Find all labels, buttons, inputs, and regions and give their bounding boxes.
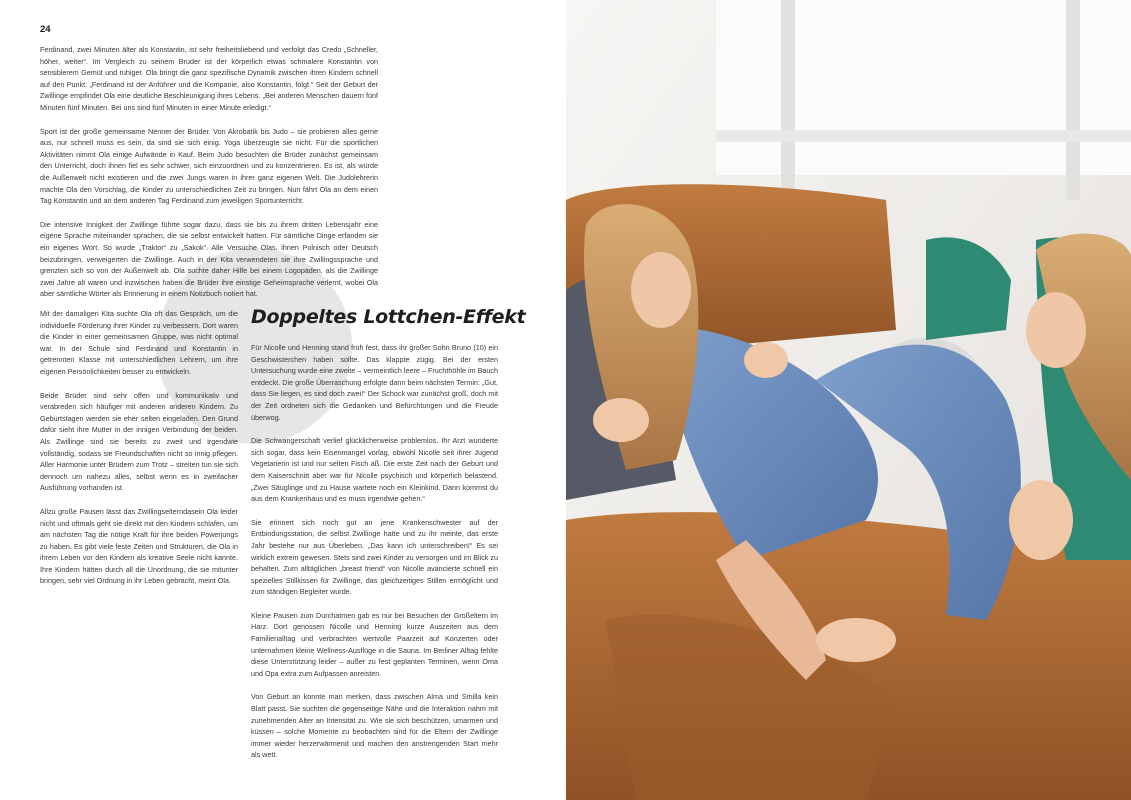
article-paragraph-4: Kleine Pausen zum Durchatmen gab es nur bei Besuchen der Großeltern im Harz. Dort genossen Nicolle und Henning kurze Auszeiten aus dem Familienalltag und verbrachten wertvolle Paarzeit auf Konzerten oder unternahmen kleine Wellness-Ausflüge in die Sauna. Im Berliner Alltag fehlte diese Unterstützung leider – außer zu fest geplanten Terminen, wenn Oma und Opa extra zum Aufpassen anreisten.: [251, 610, 498, 678]
left-girl-hand: [593, 398, 649, 442]
left-girl-face: [631, 252, 691, 328]
photo-twins-on-sofa: [566, 0, 1131, 800]
left-paragraph-3: Allzu große Pausen lässt das Zwillingselterndasein Ola leider nicht und oftmals geht sie direkt mit den Kindern schlafen, um am nächsten Tag die nötige Kraft für ihre beiden Powerjungs zu haben. Es gibt viele feste Zeiten und Strukturen, die Ola in ihrem Leben vor den Kindern als kreative Seele nicht kannte. Ihre Kindern hätten durch all die Unordnung, die sie mitunter bringen, sehr viel Ordnung in ihr Leben gebracht, meint Ola.: [40, 506, 238, 586]
left-column: [40, 308, 238, 599]
window-frame-right: [1066, 0, 1080, 200]
article-heading: Doppeltes Lottchen-Effekt: [251, 306, 526, 328]
photo-illustration: [566, 0, 1131, 800]
article-paragraph-5: Von Geburt an konnte man merken, dass zwischen Alma und Smilla kein Blatt passt. Sie suchten die gegenseitige Nähe und die Interaktion nahm mit zunehmenden Alter an Intensität zu. Wie sie sich beschützen, umarmen und küssen – solche Momente zu beobachten sind für die Eltern der Zwillinge immer wieder herzerwärmend und machen den anstrengenden Start mehr als wett.: [251, 692, 498, 760]
article-paragraph-3: Sie erinnert sich noch gut an jene Krankenschwester auf der Entbindungsstation, die selbst Zwillinge hatte und zu ihr meinte, das erste Jahr bestehe nur aus Überleben. „Das kann ich unterschreiben!“ Es sei wirklich extrem gewesen. Stets sind zwei Kinder zu versorgen und im Blick zu behalten. Zum alltäglichen „breast friend“ von Nicolle avancierte schnell ein spezielles Stillkissen für Zwillinge, das gleichzeitiges Stillen ermöglicht und zum ständigen Begleiter wurde.: [251, 517, 498, 597]
right-girl-foot: [1009, 480, 1073, 560]
article-column: [251, 342, 498, 773]
left-girl-raised-hand: [744, 342, 788, 378]
bare-foot: [816, 618, 896, 662]
window-sill: [716, 130, 1131, 142]
intro-column: [40, 44, 378, 312]
article-paragraph-2: Die Schwangerschaft verlief glücklicherweise problemlos. Ihr Arzt wunderte sich sogar, dass kein Eisenmangel vorlag, obwohl Nicolle seit ihrer Jugend Vegetarierin ist und nur selten Fisch aß. Die erste Zeit nach der Geburt und dem Kaiserschnitt aber war für Nicolle psychisch und körperlich belastend. „Zwei Säuglinge und zu Hause wartete noch ein Kleinkind. Dann kommst du aus dem Krankenhaus und es muss irgendwie gehen.“: [251, 436, 498, 504]
article-paragraph-1: Für Nicolle und Henning stand früh fest, dass ihr großer Sohn Bruno (10) ein Geschwisterchen haben sollte. Das klappte zügig. Bei der ersten Untersuchung wurde eine zweite – vermeintlich leere – Fruchthöhle im Bauch entdeckt. Die große Überraschung erfolgte dann beim nächsten Termin: „Gut, dass Sie liegen, es sind doch zwei!“ Der Schock war zunächst groß, doch mit der Zeit ordneten sich die Gedanken und Befürchtungen und die Freude überwog.: [251, 343, 498, 422]
page-number: 24: [40, 24, 51, 35]
left-paragraph-2: Beide Brüder sind sehr offen und kommunikativ und verabreden sich häufiger mit anderen anderen Kindern. Zu Geburtstagen werden sie eher selten eingeladen. Den Grund dafür sieht ihre Mutter in der innigen Verbindung der beiden. Als Zwillinge sind sie bereits zu zweit und irgendwie vollständig, sodass sie Freundschaften nicht so innig pflegen. Aller Harmonie unter Brüdern zum Trotz – streiten tun sie sich dennoch um nahezu alles, selbst wenn es in zweifacher Ausführung vorhanden ist.: [40, 390, 238, 493]
intro-paragraph-3: Die intensive Innigkeit der Zwillinge führte sogar dazu, dass sie bis zu ihrem dritten Lebensjahr eine eigene Sprache miteinander sprachen, die sie selbst entwickelt hatten. Für sämtliche Dinge erfanden sie ein eigenes Wort. So wurde „Traktor“ zu „Sakok“. Alle Versuche Olas, ihnen Polnisch oder Deutsch beizubringen, verweigerten die Zwillinge. Auch in der Kita verwendeten sie ihre Zwillingssprache und grenzten sich so von der Außenwelt ab. Ola suchte daher Hilfe bei einem Logopäden, als die Zwillinge zwei Jahre alt waren und inzwischen haben die Brüder ihre einstige Geheimsprache verlernt, wobei Ola aber sämtliche Wörter als Erinnerung in einem Notizbuch notiert hat.: [40, 219, 378, 299]
intro-paragraph-1: Ferdinand, zwei Minuten älter als Konstantin, ist sehr freiheitsliebend und verfolgt das Credo „Schneller, höher, weiter“. Im Vergleich zu seinem Bruder ist der körperlich etwas schmalere Konstantin von sensiblerem Gemüt und ruhiger. Ola bringt die ganz spezifische Dynamik zwischen ihren Kindern schnell auf den Punkt: „Ferdinand ist der Anführer und die Kompanie, also Konstantin, folgt.“ Seit der Geburt der Zwillinge empfindet Ola eine deutliche Beschleunigung ihres Lebens. „Bei anderen Menschen dauern fünf Minuten fünf Minuten. Bei uns sind fünf Minuten in einer Minute erledigt.“: [40, 45, 378, 112]
right-girl-face: [1026, 292, 1086, 368]
window-frame-left: [781, 0, 795, 200]
left-paragraph-1: Mit der damaligen Kita suchte Ola oft das Gespräch, um die individuelle Förderung ihrer Kinder zu verbessern. Dort waren die Kinder in einer gemeinsamen Gruppe, was nicht optimal war. In der Schule sind Ferdinand und Konstantin in getrennten Klasse mit unterschiedlichen Lehrern, um ihre eigenen Persönlichkeiten besser zu entwickeln.: [40, 309, 238, 376]
intro-paragraph-2: Sport ist der große gemeinsame Nenner der Brüder. Von Akrobatik bis Judo – sie probieren alles gerne aus, nur schnell muss es sein, da sind sie sich einig. Yoga überzeugte sie nicht. Für die sportlichen Aktivitäten nimmt Ola einige Aufwände in Kauf. Beim Judo besuchten die Brüder zunächst gemeinsam den Unterricht, doch ihnen fiel es sehr schwer, sich einzuordnen und zu konzentrieren. Es ist, als würde die Außenwelt nicht existieren und die zwei Jungs waren in ihrer ganz eigenen Welt. Die Judolehrerin machte Ola den Vorschlag, die Kinder zu unterschiedlichen Zeit zu bringen. Nun fährt Ola an dem einen Tag Konstantin und an dem anderen Tag Ferdinand zum jeweiligen Sportunterricht.: [40, 126, 378, 206]
